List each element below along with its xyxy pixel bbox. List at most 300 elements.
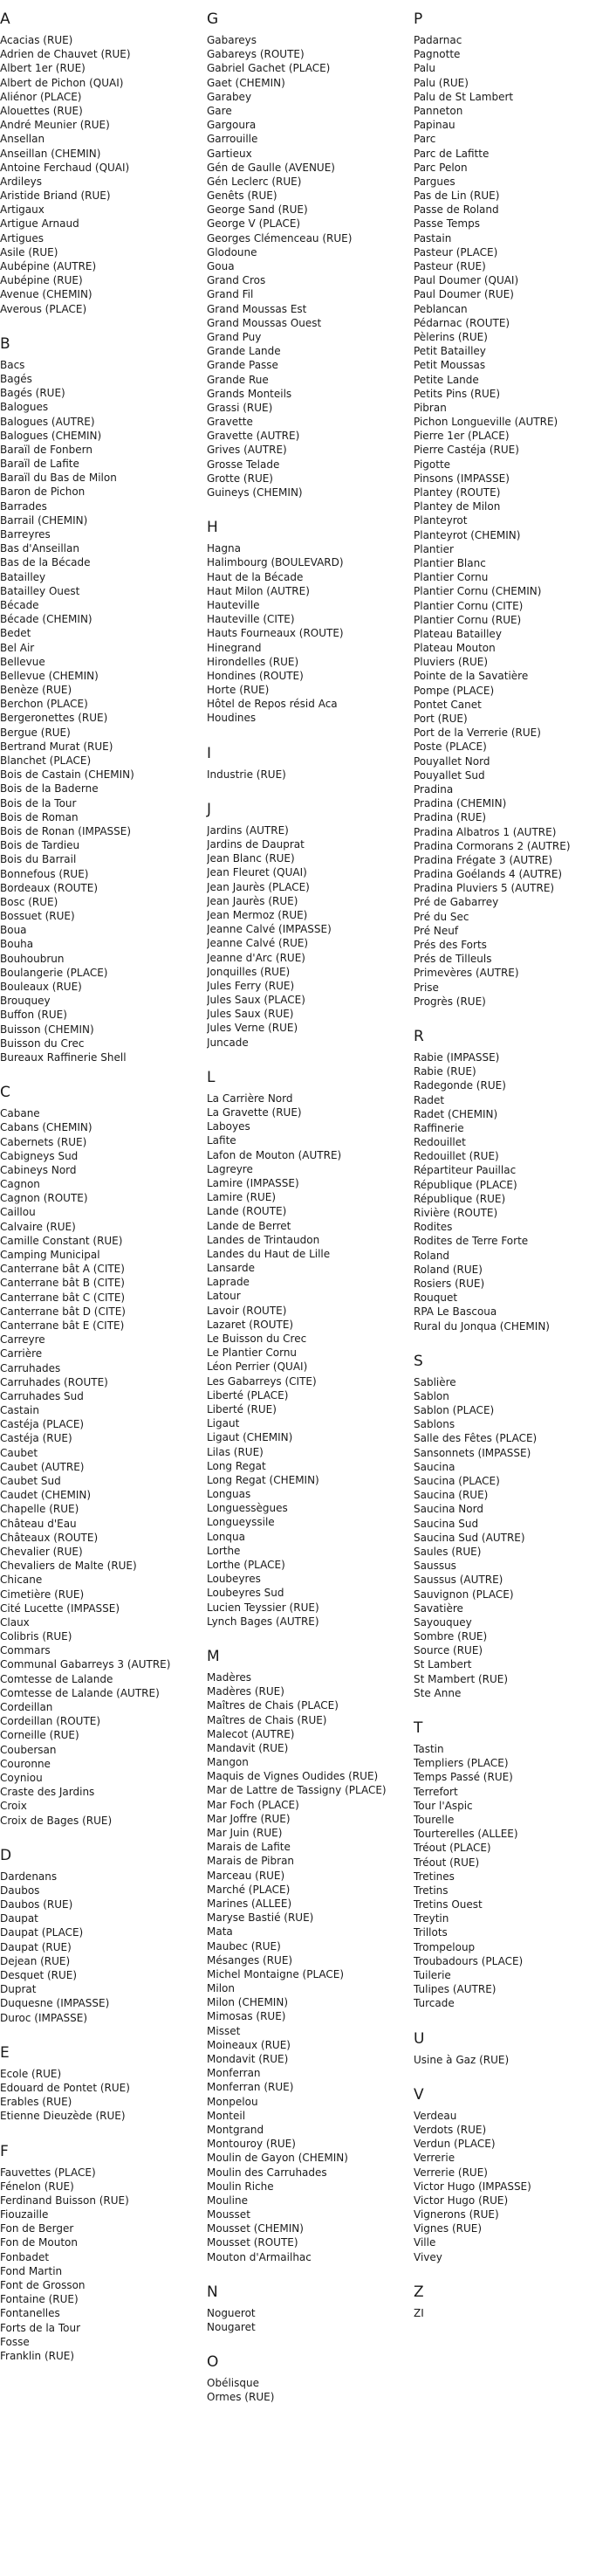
street-entry: Adrien de Chauvet (RUE) — [0, 48, 131, 61]
street-entry: Gabareys (ROUTE) — [207, 48, 305, 61]
street-entry: Communal Gabarreys 3 (AUTRE) — [0, 1658, 171, 1671]
street-list — [0, 2166, 196, 2364]
street-entry: Plantier Cornu — [414, 571, 489, 584]
street-entry: Bois du Barrail — [0, 853, 77, 866]
street-entry: Plateau Mouton — [414, 642, 496, 655]
street-entry: Palu de St Lambert — [414, 90, 514, 103]
street-list — [0, 1870, 196, 2025]
street-entry: Pradina Cormorans 2 (AUTRE) — [414, 839, 571, 852]
street-entry: Craste des Jardins — [0, 1786, 95, 1799]
street-entry: Lagreyre — [207, 1162, 253, 1175]
street-entry: Grande Lande — [207, 345, 281, 358]
street-entry: Fénelon (RUE) — [0, 2180, 74, 2193]
street-entry: Lamire (RUE) — [207, 1191, 276, 1204]
street-entry: Marceau (RUE) — [207, 1869, 285, 1882]
letter-section — [0, 335, 196, 1064]
street-entry: Sablon — [414, 1389, 449, 1402]
street-entry: Chevalier (RUE) — [0, 1545, 83, 1558]
street-entry: Tourterelles (ALLEE) — [414, 1828, 518, 1841]
street-entry: Trillots — [414, 1926, 448, 1939]
street-entry: Moulin des Carruhades — [207, 2166, 327, 2179]
street-entry: Jardins (AUTRE) — [207, 823, 289, 837]
street-entry: Planteyrot (CHEMIN) — [414, 528, 521, 541]
street-entry: Bellevue — [0, 655, 45, 668]
street-entry: Chevaliers de Malte (RUE) — [0, 1560, 137, 1573]
street-list — [414, 33, 589, 1009]
street-entry: Tréout (RUE) — [414, 1856, 480, 1869]
street-entry: Haut Milon (AUTRE) — [207, 584, 310, 597]
street-entry: Petits Pins (RUE) — [414, 387, 501, 400]
street-entry: Templiers (PLACE) — [414, 1757, 509, 1770]
street-entry: Bouleaux (RUE) — [0, 981, 82, 993]
street-entry: Buisson du Crec — [0, 1037, 85, 1050]
street-entry: Tretins — [414, 1884, 449, 1897]
street-entry: Sombre (RUE) — [414, 1630, 488, 1643]
street-list — [207, 2306, 403, 2334]
street-entry: Landes du Haut de Lille — [207, 1247, 331, 1260]
street-entry: Pierre Castéja (RUE) — [414, 444, 519, 457]
street-entry: Tréout (PLACE) — [414, 1842, 491, 1855]
street-entry: Lande de Berret — [207, 1219, 291, 1232]
street-entry: RPA Le Bascoua — [414, 1305, 497, 1319]
street-entry: Mata — [207, 1925, 233, 1939]
street-entry: Radet — [414, 1093, 445, 1106]
street-entry: Goua — [207, 260, 235, 272]
street-entry: Laprade — [207, 1276, 250, 1289]
street-entry: Long Regat — [207, 1459, 266, 1472]
street-entry: Mar Joffre (RUE) — [207, 1812, 291, 1825]
street-entry: Bertrand Murat (RUE) — [0, 740, 113, 753]
street-entry: Temps Passé (RUE) — [414, 1771, 513, 1784]
street-entry: Fosse — [0, 2335, 30, 2348]
street-entry: Bas d'Anseillan — [0, 542, 79, 555]
street-list — [207, 541, 403, 725]
letter-section — [0, 1847, 196, 2025]
street-entry: Daubos (RUE) — [0, 1898, 73, 1911]
letter-section — [414, 2283, 589, 2320]
street-entry: Jean Blanc (RUE) — [207, 852, 295, 865]
street-entry: Blanchet (PLACE) — [0, 754, 92, 767]
street-entry: Loubeyres — [207, 1573, 261, 1586]
street-entry: Lucien Teyssier (RUE) — [207, 1601, 319, 1614]
street-entry: Carruhades Sud — [0, 1389, 84, 1402]
street-entry: Bouhoubrun — [0, 952, 65, 965]
street-entry: Verdots (RUE) — [414, 2123, 487, 2136]
section-letter-heading: O — [207, 2353, 219, 2372]
street-list — [414, 1375, 589, 1700]
street-entry: Lande (ROUTE) — [207, 1205, 287, 1218]
street-entry: Castain — [0, 1404, 39, 1417]
street-entry: Cordeillan (ROUTE) — [0, 1715, 101, 1728]
street-entry: Pontet Canet — [414, 698, 482, 711]
street-entry: Barrades — [0, 499, 47, 513]
letter-section — [414, 2086, 589, 2264]
street-entry: Cagnon (ROUTE) — [0, 1192, 88, 1205]
street-entry: Saucina Sud (AUTRE) — [414, 1531, 525, 1544]
street-entry: Nougaret — [207, 2321, 256, 2333]
street-entry: Latour — [207, 1290, 241, 1303]
section-letter-heading: S — [414, 1352, 423, 1370]
index-column-2 — [207, 10, 403, 2405]
street-entry: Hagna — [207, 542, 241, 555]
street-entry: Garrouille — [207, 133, 258, 146]
street-entry: Caubet (AUTRE) — [0, 1460, 85, 1473]
street-entry: Parc de Lafitte — [414, 147, 490, 160]
street-entry: Mousset — [207, 2208, 250, 2221]
street-entry: Panneton — [414, 104, 463, 117]
street-entry: Commars — [0, 1644, 51, 1657]
street-entry: Palu — [414, 62, 435, 75]
street-entry: Artigues — [0, 231, 45, 245]
street-entry: Mousset (ROUTE) — [207, 2236, 298, 2249]
index-column-1 — [0, 10, 196, 2363]
street-entry: Ormes (RUE) — [207, 2391, 275, 2404]
street-entry: Mimosas (RUE) — [207, 2010, 286, 2023]
street-entry: Artigaux — [0, 203, 45, 217]
street-entry: Pargues — [414, 175, 455, 188]
street-entry: Grassi (RUE) — [207, 401, 273, 414]
street-entry: Croix — [0, 1800, 27, 1813]
street-entry: Baron de Pichon — [0, 486, 86, 499]
street-entry: Camille Constant (RUE) — [0, 1234, 123, 1247]
street-entry: Cabineys Nord — [0, 1163, 77, 1176]
section-letter-heading: M — [207, 1647, 220, 1665]
street-entry: Verrerie (RUE) — [414, 2166, 488, 2179]
street-entry: Mar de Lattre de Tassigny (PLACE) — [207, 1784, 387, 1797]
street-list — [414, 2053, 589, 2067]
street-entry: Duquesne (IMPASSE) — [0, 1997, 110, 2010]
street-entry: Carreyre — [0, 1333, 45, 1347]
street-entry: Bois de la Tour — [0, 796, 77, 809]
street-entry: Font de Grosson — [0, 2279, 86, 2291]
street-entry: Longuessègues — [207, 1502, 288, 1515]
street-entry: Lafon de Mouton (AUTRE) — [207, 1148, 342, 1161]
street-entry: Petit Batailley — [414, 345, 486, 358]
street-list — [414, 1742, 589, 2011]
street-entry: Padarnac — [414, 34, 462, 46]
street-entry: Forts de la Tour — [0, 2321, 81, 2334]
street-entry: Edouard de Pontet (RUE) — [0, 2081, 130, 2094]
street-entry: Liberté (RUE) — [207, 1402, 277, 1415]
street-entry: Ste Anne — [414, 1686, 462, 1699]
street-entry: Milon — [207, 1982, 235, 1995]
street-entry: Jonquilles (RUE) — [207, 965, 291, 978]
street-entry: Carruhades (ROUTE) — [0, 1375, 108, 1388]
street-entry: Bécade — [0, 598, 39, 611]
street-entry: Le Buisson du Crec — [207, 1333, 307, 1345]
street-entry: George Sand (RUE) — [207, 203, 308, 217]
street-entry: Tulipes (AUTRE) — [414, 1983, 497, 1996]
street-entry: Ligaut (CHEMIN) — [207, 1431, 293, 1444]
letter-section — [207, 2353, 403, 2404]
street-entry: Port (RUE) — [414, 713, 468, 725]
street-entry: Sauvignon (PLACE) — [414, 1588, 514, 1601]
street-entry: Bedet — [0, 627, 31, 640]
street-entry: Duroc (IMPASSE) — [0, 2011, 88, 2024]
street-entry: Rodites — [414, 1221, 453, 1234]
letter-section — [207, 1648, 403, 2264]
street-entry: Ville — [414, 2236, 436, 2249]
street-entry: Rivière (ROUTE) — [414, 1207, 498, 1219]
street-entry: Croix de Bages (RUE) — [0, 1814, 113, 1827]
street-entry: Ardileys — [0, 175, 42, 188]
street-entry: Cabane — [0, 1107, 40, 1120]
street-entry: Pichon Longueville (AUTRE) — [414, 416, 558, 429]
letter-section — [0, 10, 196, 316]
street-entry: Paul Doumer (RUE) — [414, 288, 514, 301]
street-entry: Jeanne Calvé (IMPASSE) — [207, 923, 332, 936]
street-entry: Jean Mermoz (RUE) — [207, 908, 308, 921]
street-entry: Vivey — [414, 2250, 442, 2263]
street-entry: St Mambert (RUE) — [414, 1672, 509, 1685]
street-entry: Houdines — [207, 712, 257, 725]
street-entry: Glodoune — [207, 245, 257, 258]
street-entry: Hirondelles (RUE) — [207, 655, 299, 668]
street-entry: Bordeaux (ROUTE) — [0, 881, 99, 894]
street-entry: Moulin de Gayon (CHEMIN) — [207, 2152, 348, 2165]
street-entry: Papinau — [414, 119, 455, 132]
street-entry: Benèze (RUE) — [0, 684, 72, 697]
street-entry: Planteyrot — [414, 514, 468, 527]
street-entry: Monferran (RUE) — [207, 2081, 294, 2094]
street-entry: Vignerons (RUE) — [414, 2208, 499, 2221]
street-entry: Bois de Tardieu — [0, 839, 80, 852]
street-entry: Victor Hugo (IMPASSE) — [414, 2180, 531, 2193]
street-entry: Grand Cros — [207, 274, 266, 287]
street-entry: Hôtel de Repos résid Aca — [207, 698, 338, 711]
street-entry: Plantier Blanc — [414, 556, 486, 569]
street-entry: Balogues (AUTRE) — [0, 415, 95, 428]
street-entry: Sayouquey — [414, 1615, 472, 1629]
street-entry: Canterrane bât A (CITE) — [0, 1263, 125, 1276]
street-entry: La Gravette (RUE) — [207, 1106, 302, 1119]
street-entry: Grosse Telade — [207, 458, 280, 471]
letter-section — [0, 2044, 196, 2124]
street-entry: Mésanges (RUE) — [207, 1953, 293, 1966]
street-entry: Peblancan — [414, 302, 468, 315]
street-entry: Maquis de Vignes Oudides (RUE) — [207, 1770, 379, 1783]
street-entry: Comtesse de Lalande — [0, 1672, 113, 1685]
street-entry: Garabey — [207, 90, 252, 103]
street-list — [207, 33, 403, 499]
street-entry: Verrerie — [414, 2152, 455, 2165]
street-entry: Grands Monteils — [207, 387, 292, 400]
street-entry: Gravette (AUTRE) — [207, 430, 300, 443]
street-entry: Bois de Roman — [0, 810, 79, 823]
street-entry: Pastain — [414, 231, 452, 245]
street-entry: Cimetière (RUE) — [0, 1588, 85, 1601]
street-entry: Artigue Arnaud — [0, 217, 79, 231]
street-entry: Sablons — [414, 1418, 455, 1431]
street-entry: Jeanne Calvé (RUE) — [207, 937, 309, 950]
street-entry: Fond Martin — [0, 2264, 63, 2277]
street-entry: Georges Clémenceau (RUE) — [207, 231, 353, 245]
street-entry: Plantier Cornu (RUE) — [414, 613, 522, 626]
street-entry: Source (RUE) — [414, 1644, 483, 1657]
street-entry: Cabernets (RUE) — [0, 1135, 87, 1148]
street-entry: Daupat (PLACE) — [0, 1926, 84, 1939]
street-entry: Grives (AUTRE) — [207, 444, 287, 457]
letter-section — [0, 2143, 196, 2364]
street-entry: Caudet (CHEMIN) — [0, 1489, 92, 1502]
street-entry: Prise — [414, 981, 439, 994]
street-entry: Jean Jaurès (RUE) — [207, 894, 298, 907]
street-entry: Lynch Bages (AUTRE) — [207, 1615, 319, 1628]
street-entry: Bagés — [0, 372, 32, 385]
street-entry: Lonqua — [207, 1530, 245, 1543]
section-letter-heading: L — [207, 1068, 216, 1086]
street-entry: Dejean (RUE) — [0, 1954, 71, 1967]
street-entry: Jean Fleuret (QUAI) — [207, 866, 307, 879]
street-entry: Gén de Gaulle (AVENUE) — [207, 161, 335, 174]
street-entry: Vignes (RUE) — [414, 2222, 483, 2235]
street-entry: Saucina — [414, 1460, 455, 1473]
street-entry: Longueyssile — [207, 1516, 275, 1529]
street-entry: Bergue (RUE) — [0, 726, 71, 739]
street-entry: Jules Saux (RUE) — [207, 1008, 294, 1021]
street-entry: Jardins de Dauprat — [207, 838, 305, 851]
street-entry: Pompe (PLACE) — [414, 684, 495, 697]
street-entry: Le Plantier Cornu — [207, 1347, 298, 1360]
street-entry: Noguerot — [207, 2306, 256, 2319]
street-entry: Asile (RUE) — [0, 245, 58, 258]
street-entry: Rosiers (RUE) — [414, 1277, 485, 1290]
street-entry: Gargoura — [207, 119, 257, 132]
street-entry: Terrefort — [414, 1785, 458, 1798]
street-entry: Buffon (RUE) — [0, 1009, 67, 1022]
street-entry: Cabigneys Sud — [0, 1149, 79, 1162]
section-letter-heading: U — [414, 2029, 425, 2048]
street-entry: Daubos — [0, 1884, 40, 1897]
street-entry: Marines (ALLEE) — [207, 1897, 292, 1910]
street-entry: Bureaux Raffinerie Shell — [0, 1050, 127, 1064]
street-entry: Boulangerie (PLACE) — [0, 966, 108, 979]
street-entry: Pinsons (IMPASSE) — [414, 472, 510, 485]
street-entry: Castéja (PLACE) — [0, 1418, 85, 1431]
street-entry: Plantier Cornu (CITE) — [414, 599, 524, 612]
street-entry: Tretines — [414, 1870, 455, 1883]
street-entry: Grand Moussas Est — [207, 302, 307, 315]
street-list — [0, 2067, 196, 2124]
street-entry: Parc Pelon — [414, 161, 468, 174]
street-entry: Primevères (AUTRE) — [414, 967, 519, 980]
street-entry: Verdun (PLACE) — [414, 2138, 496, 2151]
street-entry: Bois de Ronan (IMPASSE) — [0, 824, 132, 837]
street-entry: Pierre 1er (PLACE) — [414, 430, 510, 443]
street-entry: Pradina Pluviers 5 (AUTRE) — [414, 882, 555, 895]
street-entry: Moineaux (RUE) — [207, 2038, 291, 2051]
street-entry: Prés de Tilleuls — [414, 953, 492, 966]
street-entry: St Lambert — [414, 1658, 472, 1671]
street-entry: Batailley Ouest — [0, 584, 80, 597]
street-entry: Brouquey — [0, 995, 51, 1008]
street-entry: Lorthe — [207, 1544, 241, 1557]
street-entry: Loubeyres Sud — [207, 1587, 284, 1600]
section-letter-heading: V — [414, 2085, 424, 2104]
street-entry: Hauts Fourneaux (ROUTE) — [207, 627, 344, 640]
street-entry: Pré de Gabarrey — [414, 896, 499, 909]
street-entry: Duprat — [0, 1983, 37, 1996]
street-entry: Erables (RUE) — [0, 2096, 72, 2109]
street-entry: Pointe de la Savatière — [414, 670, 529, 683]
street-entry: Mandavit (RUE) — [207, 1741, 289, 1754]
street-list — [0, 1106, 196, 1828]
street-list — [207, 823, 403, 1050]
street-entry: Mouton d'Armailhac — [207, 2250, 312, 2263]
street-entry: Treytin — [414, 1912, 449, 1925]
street-entry: Mouline — [207, 2194, 248, 2207]
street-entry: Château d'Eau — [0, 1517, 77, 1530]
street-entry: Pradina — [414, 782, 454, 796]
street-entry: Hondines (ROUTE) — [207, 669, 304, 682]
street-entry: Genêts (RUE) — [207, 189, 277, 203]
street-entry: Pagnotte — [414, 48, 461, 61]
street-entry: Répartiteur Pauillac — [414, 1164, 517, 1177]
street-entry: Couronne — [0, 1757, 51, 1770]
street-entry: Marais de Lafite — [207, 1841, 291, 1854]
section-letter-heading: F — [0, 2142, 9, 2160]
street-entry: Canterrane bât B (CITE) — [0, 1277, 125, 1290]
street-entry: Marché (PLACE) — [207, 1883, 291, 1896]
street-entry: Long Regat (CHEMIN) — [207, 1473, 319, 1486]
section-letter-heading: I — [207, 744, 212, 762]
street-entry: Castéja (RUE) — [0, 1432, 72, 1445]
street-entry: Saucina (PLACE) — [414, 1475, 500, 1487]
street-entry: Pouyallet Nord — [414, 754, 490, 768]
letter-section — [414, 1353, 589, 1700]
street-entry: Montouroy (RUE) — [207, 2138, 296, 2151]
street-list — [414, 1050, 589, 1333]
street-entry: Milon (CHEMIN) — [207, 1996, 288, 2009]
street-list — [0, 358, 196, 1064]
street-entry: Passe de Roland — [414, 203, 499, 217]
section-letter-heading: J — [207, 800, 212, 818]
street-entry: Baraïl de Lafite — [0, 458, 79, 471]
street-entry: Aristide Briand (RUE) — [0, 189, 111, 203]
street-entry: Jean Jaurès (PLACE) — [207, 880, 310, 893]
street-entry: Rabie (IMPASSE) — [414, 1050, 500, 1064]
street-entry: Cordeillan — [0, 1701, 53, 1713]
street-entry: Industrie (RUE) — [207, 768, 286, 781]
street-entry: Bergeronettes (RUE) — [0, 712, 108, 725]
street-entry: Dardenans — [0, 1870, 58, 1883]
street-entry: Juncade — [207, 1036, 249, 1049]
street-entry: Gravette — [207, 416, 253, 429]
street-entry: Paul Doumer (QUAI) — [414, 274, 519, 287]
street-entry: Chicane — [0, 1574, 43, 1587]
street-entry: Ecole (RUE) — [0, 2067, 62, 2080]
street-entry: Port de la Verrerie (RUE) — [414, 727, 541, 740]
street-entry: Saules (RUE) — [414, 1545, 482, 1558]
street-entry: Ferdinand Buisson (RUE) — [0, 2194, 129, 2207]
street-list — [207, 768, 403, 782]
street-entry: Pradina (CHEMIN) — [414, 797, 507, 810]
street-entry: Avenue (CHEMIN) — [0, 288, 92, 301]
street-entry: Baraïl du Bas de Milon — [0, 472, 117, 485]
letter-section — [207, 2283, 403, 2334]
street-entry: Mousset (CHEMIN) — [207, 2222, 304, 2235]
street-entry: Aubépine (AUTRE) — [0, 260, 97, 272]
street-entry: Sansonnets (IMPASSE) — [414, 1446, 531, 1459]
street-entry: Saussus (AUTRE) — [414, 1574, 503, 1587]
street-entry: Marais de Pibran — [207, 1855, 295, 1868]
street-entry: Michel Montaigne (PLACE) — [207, 1967, 345, 1980]
street-entry: Hauteville — [207, 598, 260, 611]
street-entry: Petit Moussas — [414, 359, 486, 372]
street-entry: Alouettes (RUE) — [0, 104, 83, 117]
street-entry: Anseillan (CHEMIN) — [0, 147, 101, 160]
section-letter-heading: C — [0, 1084, 10, 1102]
